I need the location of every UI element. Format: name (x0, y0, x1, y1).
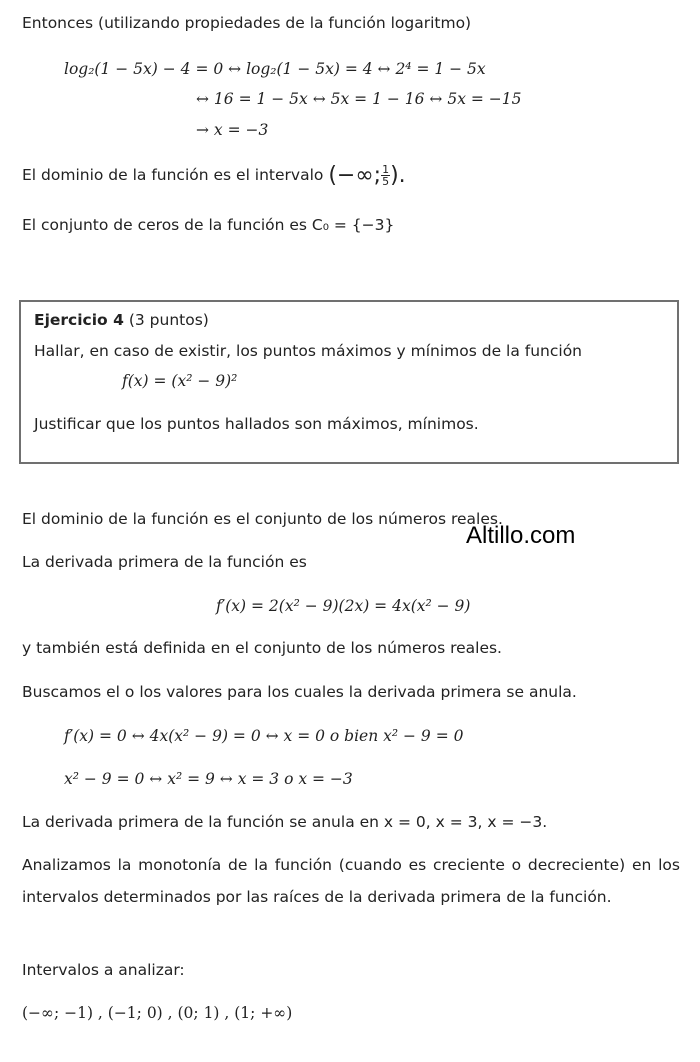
domain-reals: El dominio de la función es el conjunto de los números reales. (22, 510, 503, 528)
exercise-title: Ejercicio 4 (34, 311, 124, 329)
fraction-numerator: 1 (382, 163, 390, 176)
derivative-zeros-line: La derivada primera de la función se anula en x = 0, x = 3, x = −3. (22, 813, 548, 831)
watermark: Altillo.com (466, 522, 576, 549)
exercise-justify: Justificar que los puntos hallados son máximos, mínimos. (34, 415, 479, 433)
log-equation-line-3: → x = −3 (196, 121, 269, 139)
derivative-intro: La derivada primera de la función es (22, 553, 307, 571)
monotony-paragraph: Analizamos la monotonía de la función (cuando es creciente o decreciente) en los intervalos determinados por las raíces de la derivada primera de la función. (22, 856, 680, 906)
exercise-points: (3 puntos) (128, 311, 209, 329)
domain-close: ). (390, 163, 406, 188)
derivative-zero-equation: f′(x) = 0 ↔ 4x(x² − 9) = 0 ↔ x = 0 o bien x² − 9 = 0 (64, 727, 464, 745)
intro-text: Entonces (utilizando propiedades de la función logaritmo) (22, 14, 472, 32)
zeros-statement: El conjunto de ceros de la función es C₀ = {−3} (22, 216, 395, 234)
intervals-list: (−∞; −1) , (−1; 0) , (0; 1) , (1; +∞) (22, 1004, 293, 1022)
log-equation-line-1: log₂(1 − 5x) − 4 = 0 ↔ log₂(1 − 5x) = 4 ↔ 2⁴ = 1 − 5x (64, 60, 486, 78)
domain-statement (22, 163, 406, 188)
search-roots-text: Buscamos el o los valores para los cuales la derivada primera se anula. (22, 683, 577, 701)
exercise-statement: Hallar, en caso de existir, los puntos máximos y mínimos de la función (34, 342, 583, 360)
exercise-heading (34, 311, 209, 329)
exercise-function: f(x) = (x² − 9)² (122, 372, 238, 390)
fraction-denominator: 5 (382, 175, 390, 188)
domain-fraction (381, 164, 390, 187)
derivative-defined: y también está definida en el conjunto de los números reales. (22, 639, 502, 657)
log-equation-line-2: ↔ 16 = 1 − 5x ↔ 5x = 1 − 16 ↔ 5x = −15 (196, 90, 522, 108)
quadratic-equation: x² − 9 = 0 ↔ x² = 9 ↔ x = 3 o x = −3 (64, 770, 353, 788)
domain-text: El dominio de la función es el intervalo (22, 166, 324, 184)
domain-open: (−∞; (328, 163, 382, 188)
intervals-title: Intervalos a analizar: (22, 961, 185, 979)
derivative-equation: f′(x) = 2(x² − 9)(2x) = 4x(x² − 9) (216, 597, 471, 615)
